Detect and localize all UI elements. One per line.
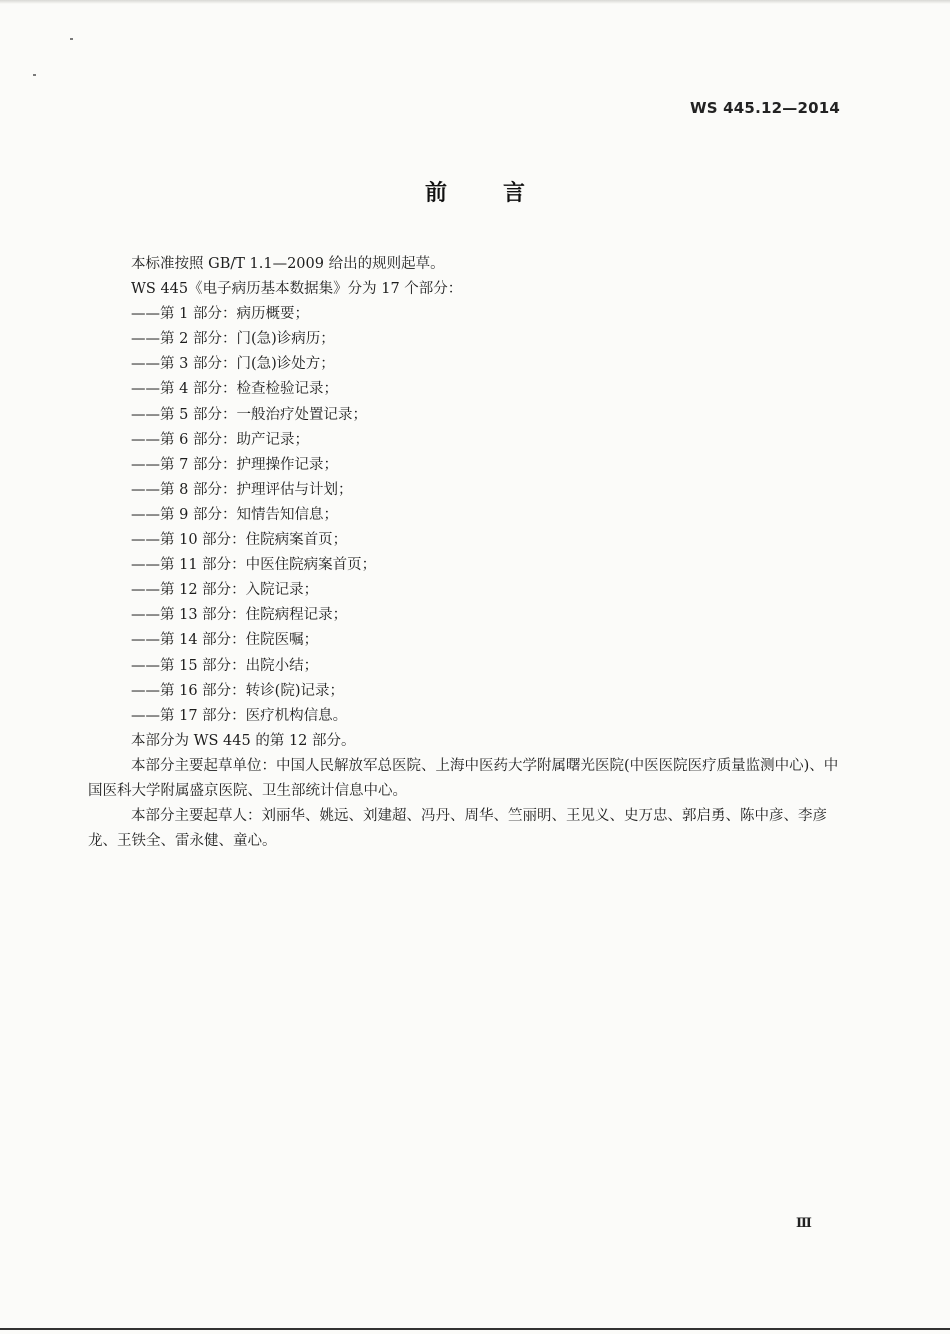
list-item: ——第 13 部分：住院病程记录； — [131, 607, 348, 624]
list-item: ——第 8 部分：护理评估与计划； — [131, 481, 353, 498]
list-item: ——第 6 部分：助产记录； — [131, 431, 309, 448]
list-item: ——第 3 部分：门(急)诊处方； — [131, 356, 335, 373]
scan-top-edge — [0, 0, 950, 4]
page-title: 前言 — [424, 181, 581, 206]
list-item: ——第 15 部分：出院小结； — [131, 657, 319, 674]
intro-paragraph: 本标准按照 GB/T 1.1—2009 给出的规则起草。 — [131, 256, 445, 272]
standard-code: WS 445.12—2014 — [689, 99, 840, 117]
list-item: ——第 4 部分：检查检验记录； — [131, 381, 338, 398]
list-item: ——第 17 部分：医疗机构信息。 — [131, 707, 348, 724]
list-item: ——第 9 部分：知情告知信息； — [131, 506, 338, 523]
scan-bottom-edge — [0, 1328, 950, 1330]
foreword-body — [88, 252, 848, 854]
scan-speck — [33, 74, 36, 76]
list-item: ——第 10 部分：住院病案首页； — [131, 532, 348, 549]
scope-paragraph: 本部分为 WS 445 的第 12 部分。 — [131, 732, 356, 749]
drafters-paragraph: 本部分主要起草人：刘丽华、姚远、刘建超、冯丹、周华、竺丽明、王见义、史万忠、郭启勇、陈中彦、李彦龙、王铁全、雷永健、童心。 — [88, 807, 827, 849]
list-item: ——第 5 部分：一般治疗处置记录； — [131, 406, 367, 423]
list-item: ——第 16 部分：转诊(院)记录； — [131, 682, 344, 699]
list-item: ——第 1 部分：病历概要； — [131, 306, 309, 323]
list-item: ——第 2 部分：门(急)诊病历； — [131, 331, 335, 348]
intro-paragraph: WS 445《电子病历基本数据集》分为 17 个部分： — [131, 281, 463, 298]
list-item: ——第 7 部分：护理操作记录； — [131, 456, 338, 473]
scan-speck — [70, 38, 73, 40]
drafting-units-paragraph: 本部分主要起草单位：中国人民解放军总医院、上海中医药大学附属曙光医院(中医医院医疗质量监测中心)、中国医科大学附属盛京医院、卫生部统计信息中心。 — [88, 757, 839, 799]
list-item: ——第 12 部分：入院记录； — [131, 582, 319, 599]
parts-list — [88, 302, 848, 729]
page-number: Ⅲ — [796, 1216, 812, 1231]
list-item: ——第 11 部分：中医住院病案首页； — [131, 557, 377, 574]
list-item: ——第 14 部分：住院医嘱； — [131, 632, 319, 649]
